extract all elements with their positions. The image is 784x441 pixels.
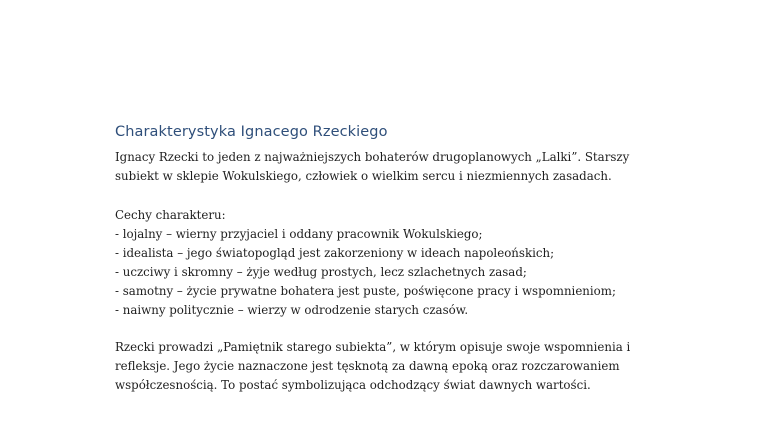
traits-section <box>115 206 616 320</box>
closing-line: Rzecki prowadzi „Pamiętnik starego subiekta”, w którym opisuje swoje wspomnienia i <box>115 340 631 354</box>
trait-item: - uczciwy i skromny – żyje według prostych, lecz szlachetnych zasad; <box>115 265 527 279</box>
trait-item: - samotny – życie prywatne bohatera jest puste, poświęcone pracy i wspomnieniom; <box>115 284 616 298</box>
trait-item: - naiwny politycznie – wierzy w odrodzenie starych czasów. <box>115 303 469 317</box>
closing-paragraph <box>115 338 630 395</box>
intro-line: Ignacy Rzecki to jeden z najważniejszych bohaterów drugoplanowych „Lalki”. Starszy <box>115 150 630 164</box>
trait-item: - idealista – jego światopogląd jest zakorzeniony w ideach napoleońskich; <box>115 246 555 260</box>
document-title: Charakterystyka Ignacego Rzeckiego <box>115 124 388 140</box>
closing-line: współczesnością. To postać symbolizująca odchodzący świat dawnych wartości. <box>115 378 591 392</box>
traits-list <box>115 225 616 320</box>
closing-line: refleksje. Jego życie naznaczone jest tęsknotą za dawną epoką oraz rozczarowaniem <box>115 359 620 373</box>
traits-heading: Cechy charakteru: <box>115 208 226 222</box>
intro-line: subiekt w sklepie Wokulskiego, człowiek o wielkim sercu i niezmiennych zasadach. <box>115 169 612 183</box>
intro-paragraph <box>115 148 629 186</box>
trait-item: - lojalny – wierny przyjaciel i oddany pracownik Wokulskiego; <box>115 227 483 241</box>
